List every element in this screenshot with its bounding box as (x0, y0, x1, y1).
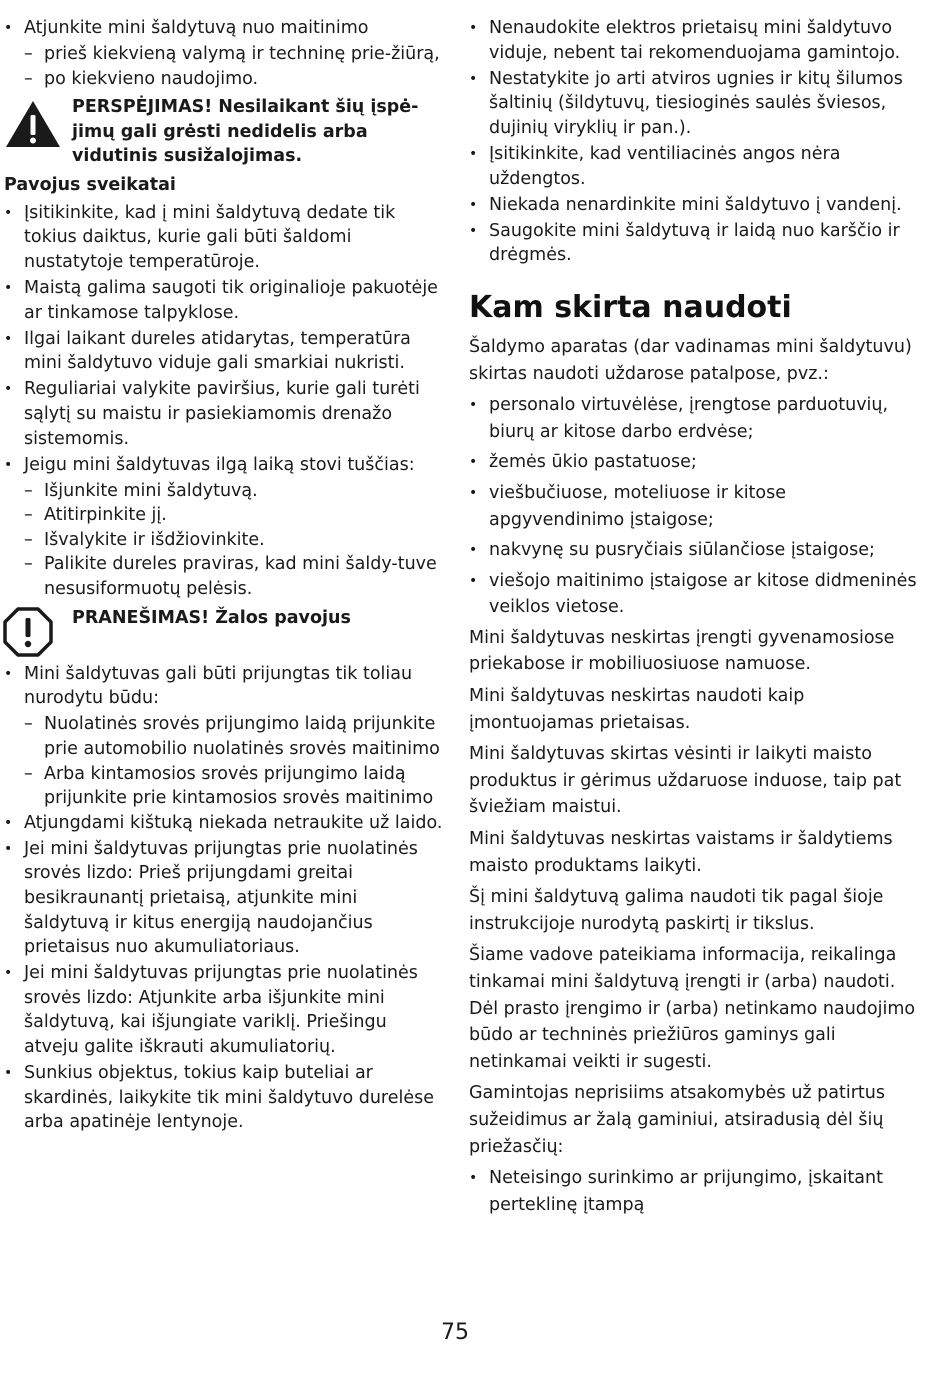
list-item: • Saugokite mini šaldytuvą ir laidą nuo karščio ir drėgmės. (469, 219, 919, 268)
list-item: • viešojo maitinimo įstaigose ar kitose didmeninės veiklos vietose. (469, 568, 919, 621)
list-item: • Maistą galima saugoti tik originalioje pakuotėje ar tinkamose talpyklose. (4, 276, 444, 325)
paragraph: Mini šaldytuvas neskirtas naudoti kaip įmontuojamas prietaisas. (469, 686, 805, 733)
section-heading: Kam skirta naudoti (469, 289, 792, 325)
page-number: 75 (441, 1320, 469, 1345)
sub-list-item: – Išvalykite ir išdžiovinkite. (4, 528, 444, 553)
paragraph: Šaldymo aparatas (dar vadinamas mini šaldytuvu) skirtas naudoti uždarose patalpose, pvz.: (469, 336, 912, 384)
list-item (4, 16, 444, 41)
right-column (469, 16, 919, 1222)
list-item: • personalo virtuvėlėse, įrengtose parduotuvių, biurų ar kitose darbo erdvėse; (469, 392, 919, 445)
list-item: • Nenaudokite elektros prietaisų mini šaldytuvo viduje, nebent tai rekomenduojama gamintojo. (469, 16, 919, 65)
warning-text: PERSPĖJIMAS! Nesilaikant šių įspė-jimų gali grėsti nedidelis arba vidutinis susižalojimas. (72, 97, 419, 167)
paragraph: Mini šaldytuvas neskirtas vaistams ir šaldytiems maisto produktams laikyti. (469, 829, 893, 876)
list-item: • Neteisingo surinkimo ar prijungimo, įskaitant perteklinę įtampą (469, 1165, 919, 1218)
paragraph: Šį mini šaldytuvą galima naudoti tik pagal šioje instrukcijoje nurodytą paskirtį ir tikslus. (469, 887, 884, 934)
notice-block (4, 606, 444, 652)
paragraph: Šiame vadove pateikiama informacija, reikalinga tinkamai mini šaldytuvą įrengti ir (arba) naudoti. Dėl prasto įrengimo ir (arba) netinkamo naudojimo būdo ar techninės priežiūros gaminys gali netinkamai veikti ir sugesti. (469, 945, 916, 1072)
notice-text: PRANEŠIMAS! Žalos pavojus (72, 607, 351, 628)
list-item: • Įsitikinkite, kad ventiliacinės angos nėra uždengtos. (469, 142, 919, 191)
sub-list-item: – Nuolatinės srovės prijungimo laidą prijunkite prie automobilio nuolatinės srovės maitinimo (4, 712, 444, 761)
list-item-text: Atjunkite mini šaldytuvą nuo maitinimo (24, 18, 369, 38)
list-item: • Nestatykite jo arti atviros ugnies ir kitų šilumos šaltinių (šildytuvų, tiesioginės saulės šviesos, dujinių viryklių ir pan.). (469, 67, 919, 141)
left-column (4, 16, 444, 1136)
list-item: • Sunkius objektus, tokius kaip buteliai ar skardinės, laikykite tik mini šaldytuvo durelėse arba apatinėje lentynoje. (4, 1061, 444, 1135)
list-item: • Atjungdami kištuką niekada netraukite už laido. (4, 811, 444, 836)
list-item: • Jei mini šaldytuvas prijungtas prie nuolatinės srovės lizdo: Prieš prijungdami greitai besikraunantį prietaisą, atjunkite mini šaldytuvą ir kitus energiją naudojančius prietaisus nuo akumuliatoriaus. (4, 837, 444, 960)
list-item: • Niekada nenardinkite mini šaldytuvo į vandenį. (469, 193, 919, 218)
list-item: • Ilgai laikant dureles atidarytas, temperatūra mini šaldytuvo viduje gali smarkiai nukristi. (4, 327, 444, 376)
sub-list-item: – Arba kintamosios srovės prijungimo laidą prijunkite prie kintamosios srovės maitinimo (4, 762, 444, 811)
sub-list-item: – Palikite dureles praviras, kad mini šaldy-tuve nesusiformuotų pelėsis. (4, 552, 444, 601)
sub-list-item: – prieš kiekvieną valymą ir techninę prie-žiūrą, (4, 42, 444, 67)
warning-triangle-icon (4, 99, 62, 149)
sub-list-item: – po kiekvieno naudojimo. (4, 67, 444, 92)
paragraph: Gamintojas neprisiims atsakomybės už patirtus sužeidimus ar žalą gaminiui, atsiradusią dėl šių priežasčių: (469, 1083, 885, 1157)
warning-block (4, 95, 444, 169)
list-item: • Mini šaldytuvas gali būti prijungtas tik toliau nurodytu būdu: (4, 662, 444, 711)
notice-octagon-icon (2, 606, 54, 658)
list-item: • viešbučiuose, moteliuose ir kitose apgyvendinimo įstaigose; (469, 480, 919, 533)
list-item: • Įsitikinkite, kad į mini šaldytuvą dedate tik tokius daiktus, kurie gali būti šaldomi nustatytoje temperatūroje. (4, 201, 444, 275)
list-item: • nakvynę su pusryčiais siūlančiose įstaigose; (469, 537, 919, 564)
paragraph: Mini šaldytuvas skirtas vėsinti ir laikyti maisto produktus ir gėrimus uždaruose induose, taip pat šviežiam maistui. (469, 744, 902, 818)
sub-list-item: – Išjunkite mini šaldytuvą. (4, 479, 444, 504)
list-item: • Reguliariai valykite paviršius, kurie gali turėti sąlytį su maistu ir pasiekiamomis drenažo sistemomis. (4, 377, 444, 451)
health-heading: Pavojus sveikatai (4, 175, 176, 196)
list-item: • Jei mini šaldytuvas prijungtas prie nuolatinės srovės lizdo: Atjunkite arba išjunkite mini šaldytuvą, kai išjungiate variklį. Priešingu atveju galite iškrauti akumuliatorių. (4, 961, 444, 1059)
list-item: • žemės ūkio pastatuose; (469, 449, 919, 476)
sub-list-item: – Atitirpinkite jį. (4, 503, 444, 528)
paragraph: Mini šaldytuvas neskirtas įrengti gyvenamosiose priekabose ir mobiliuosiuose namuose. (469, 627, 895, 675)
list-item: • Jeigu mini šaldytuvas ilgą laiką stovi tuščias: (4, 453, 444, 478)
